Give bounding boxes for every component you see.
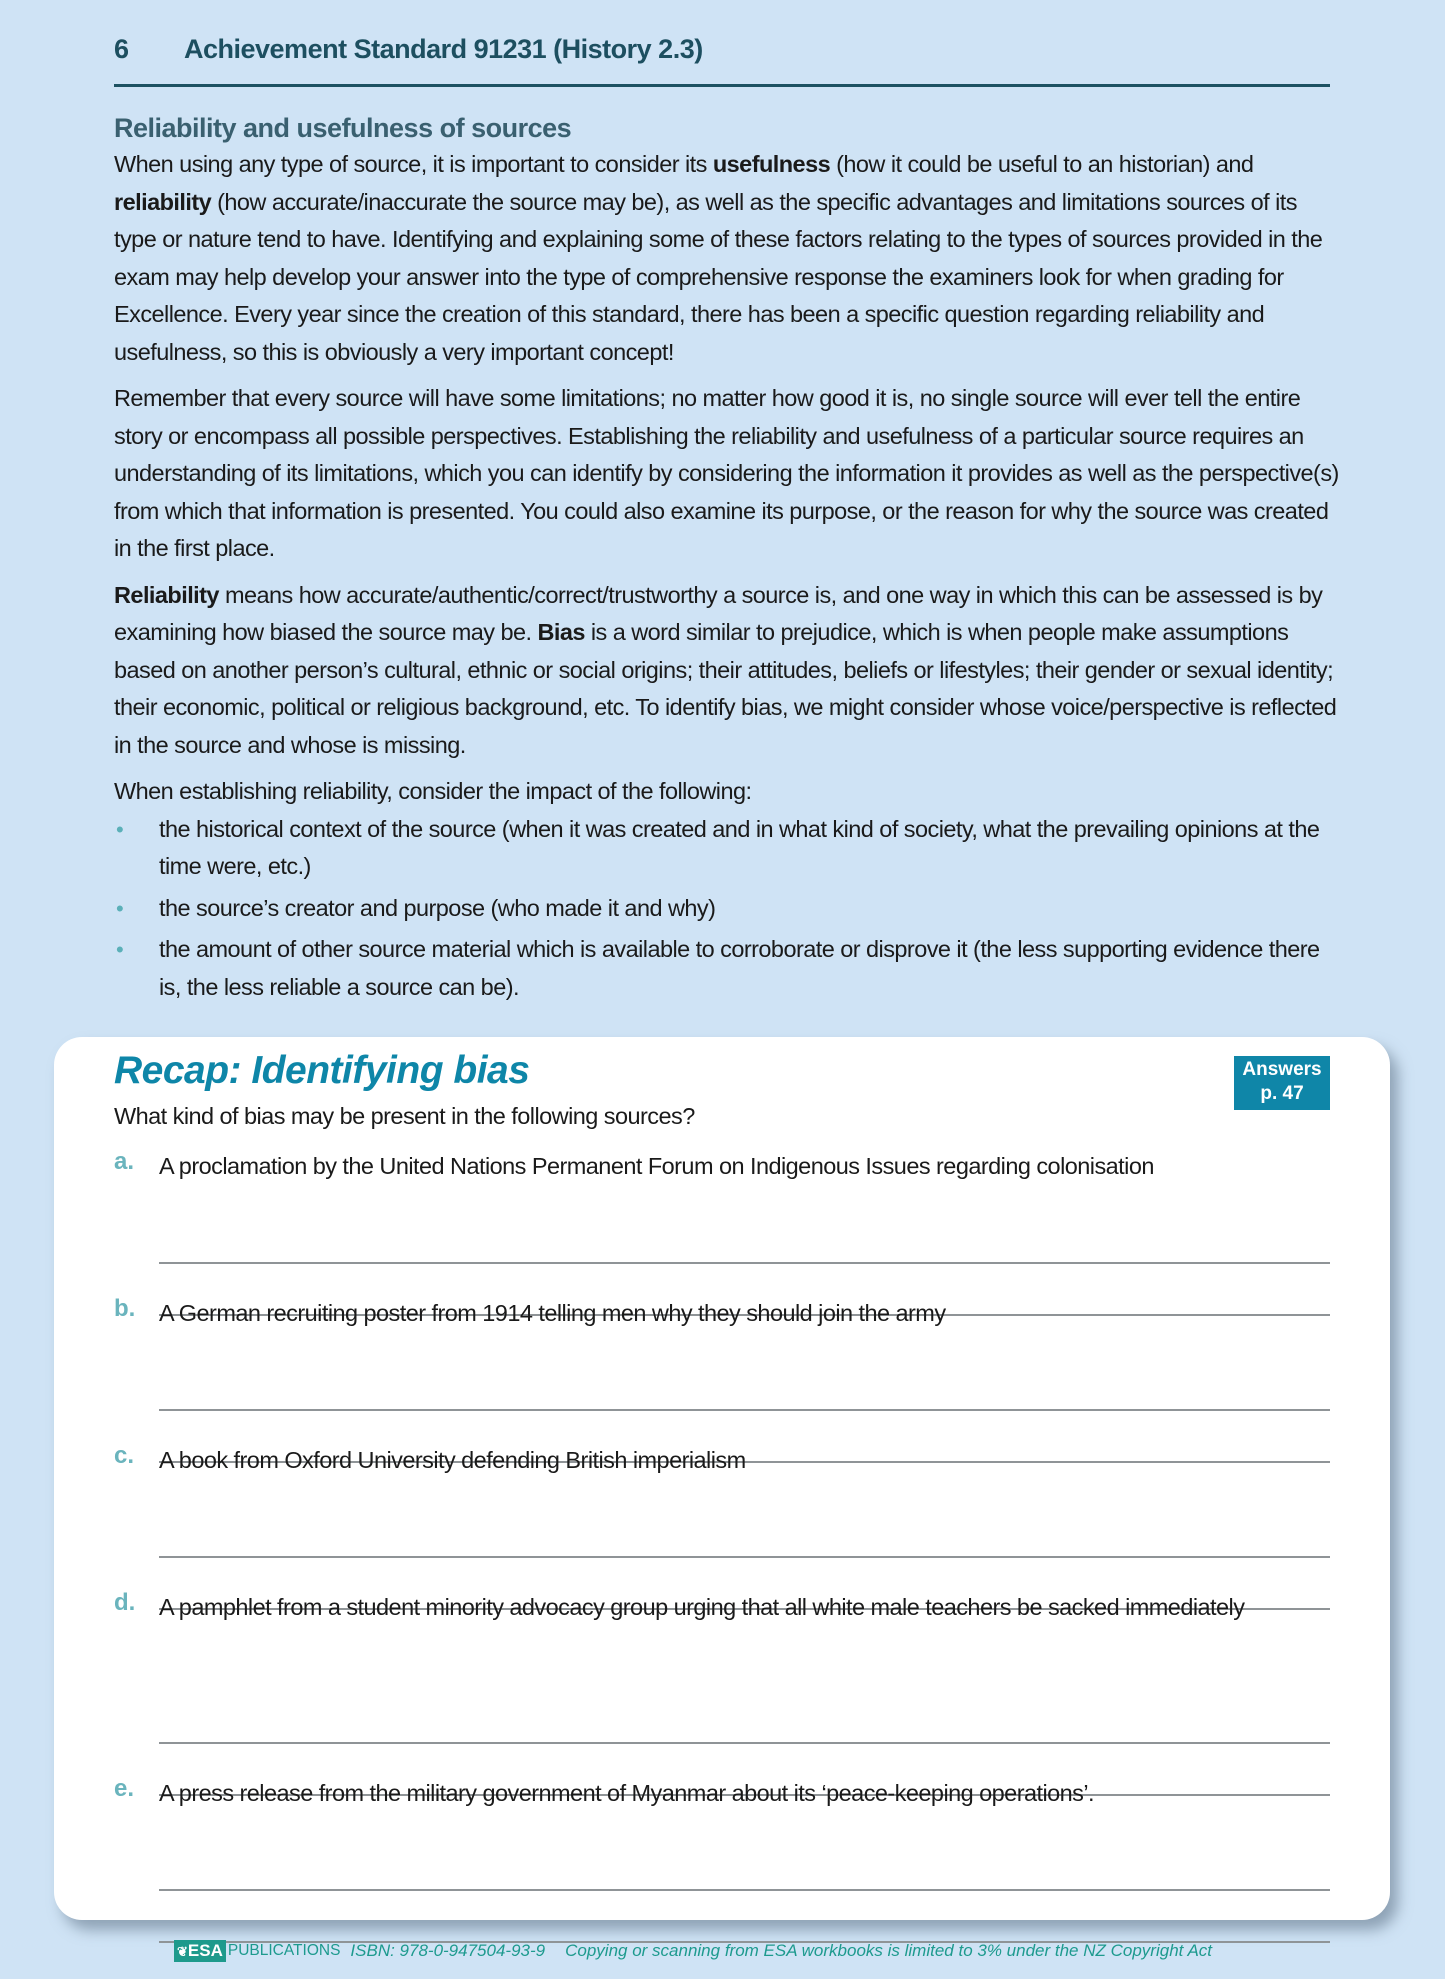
paragraph-usefulness bbox=[114, 146, 1339, 371]
answer-line[interactable] bbox=[159, 1262, 1330, 1264]
bullet-icon: • bbox=[116, 895, 124, 921]
question-text: A German recruiting poster from 1914 telling men why they should join the army bbox=[159, 1300, 946, 1326]
page-header-title: Achievement Standard 91231 (History 2.3) bbox=[184, 34, 703, 64]
paragraph-establishing: When establishing reliability, consider the impact of the following: bbox=[114, 778, 752, 804]
leaf-icon: ❦ bbox=[177, 1944, 188, 1959]
page-header bbox=[114, 30, 1330, 87]
recap-intro: What kind of bias may be present in the following sources? bbox=[114, 1103, 695, 1129]
bold-term-usefulness: usefulness bbox=[712, 151, 831, 177]
bold-term-reliability: Reliability bbox=[114, 581, 219, 608]
list-item-text: the amount of other source material which is available to corroborate or disprove it (the less supporting evidence there is, the less reliable a source can be). bbox=[159, 936, 1320, 1000]
page-number: 6 bbox=[114, 34, 129, 64]
paragraph-reliability-bias bbox=[114, 577, 1339, 765]
question-text: A pamphlet from a student minority advocacy group urging that all white male teachers be sacked immediately bbox=[159, 1594, 1245, 1620]
answer-line[interactable] bbox=[159, 1742, 1330, 1744]
section-title: Reliability and usefulness of sources bbox=[114, 113, 572, 143]
recap-box bbox=[54, 1037, 1390, 1920]
question-letter: c. bbox=[114, 1442, 135, 1469]
bullet-list bbox=[114, 811, 1339, 1007]
copyright-notice: Copying or scanning from ESA workbooks is limited to 3% under the NZ Copyright Act bbox=[565, 1941, 1213, 1960]
question-text: A proclamation by the United Nations Permanent Forum on Indigenous Issues regarding colonisation bbox=[159, 1153, 1154, 1179]
page-footer bbox=[174, 1940, 1212, 1964]
question-letter: b. bbox=[114, 1295, 136, 1322]
main-content bbox=[114, 110, 1339, 1010]
bullet-icon: • bbox=[116, 937, 124, 962]
answers-label: Answers bbox=[1242, 1059, 1322, 1080]
isbn: ISBN: 978-0-947504-93-9 bbox=[350, 1941, 546, 1960]
text: When using any type of source, it is important to consider its bbox=[114, 151, 713, 177]
answer-line[interactable] bbox=[159, 1889, 1330, 1891]
answers-badge bbox=[1234, 1056, 1330, 1110]
text: means how accurate/authentic/correct/trustworthy a source is, and one way in which this can be assessed is by examining how biased the source may be. bbox=[114, 581, 1323, 645]
bold-term-reliability: reliability bbox=[114, 188, 212, 215]
list-item bbox=[114, 890, 1339, 928]
list-item-text: the historical context of the source (when it was created and in what kind of society, what the prevailing opinions at the time were, etc.) bbox=[159, 815, 1320, 879]
logo-text: ESA bbox=[187, 1941, 223, 1960]
question-letter: d. bbox=[114, 1589, 136, 1616]
answer-line[interactable] bbox=[159, 1409, 1330, 1411]
bold-term-bias: Bias bbox=[537, 619, 585, 645]
publisher-name: PUBLICATIONS bbox=[227, 1942, 341, 1959]
question-letter: a. bbox=[114, 1148, 135, 1175]
recap-title: Recap: Identifying bias bbox=[114, 1049, 530, 1092]
question-text: A book from Oxford University defending British imperialism bbox=[159, 1447, 746, 1473]
bullet-icon: • bbox=[116, 816, 124, 842]
answers-page: p. 47 bbox=[1260, 1083, 1304, 1104]
list-item bbox=[114, 931, 1339, 1006]
text: (how it could be useful to an historian) and bbox=[830, 151, 1254, 177]
text: (how accurate/inaccurate the source may be), as well as the specific advantages and limitations sources of its type or nature tend to have. Identifying and explaining some of these factors relating to the types of sources provided in the exam may help develop your answer into the type of comprehensive response the examiners look for when grading for Excellence. Every year since the creation of this standard, there has been a specific question regarding reliability and usefulness, so this is obviously a very important concept! bbox=[114, 188, 1323, 365]
esa-logo bbox=[174, 1940, 226, 1962]
question-text: A press release from the military government of Myanmar about its ‘peace-keeping operations’. bbox=[159, 1780, 1095, 1806]
answer-line[interactable] bbox=[159, 1556, 1330, 1558]
question-letter: e. bbox=[114, 1775, 135, 1802]
paragraph-limitations: Remember that every source will have some limitations; no matter how good it is, no single source will ever tell the entire story or encompass all possible perspectives. Establishing the reliability and usefulness of a particular source requires an understanding of its limitations, which you can identify by considering the information it provides as well as the perspective(s) from which that information is presented. You could also examine its purpose, or the reason for why the source was created in the first place. bbox=[114, 385, 1339, 561]
list-item bbox=[114, 811, 1339, 886]
text: is a word similar to prejudice, which is when people make assumptions based on another person’s cultural, ethnic or social origins; their attitudes, beliefs or lifestyles; their gender or sexual identity; their economic, political or religious background, etc. To identify bias, we might consider whose voice/perspective is reflected in the source and whose is missing. bbox=[114, 619, 1337, 758]
list-item-text: the source’s creator and purpose (who made it and why) bbox=[159, 894, 716, 921]
